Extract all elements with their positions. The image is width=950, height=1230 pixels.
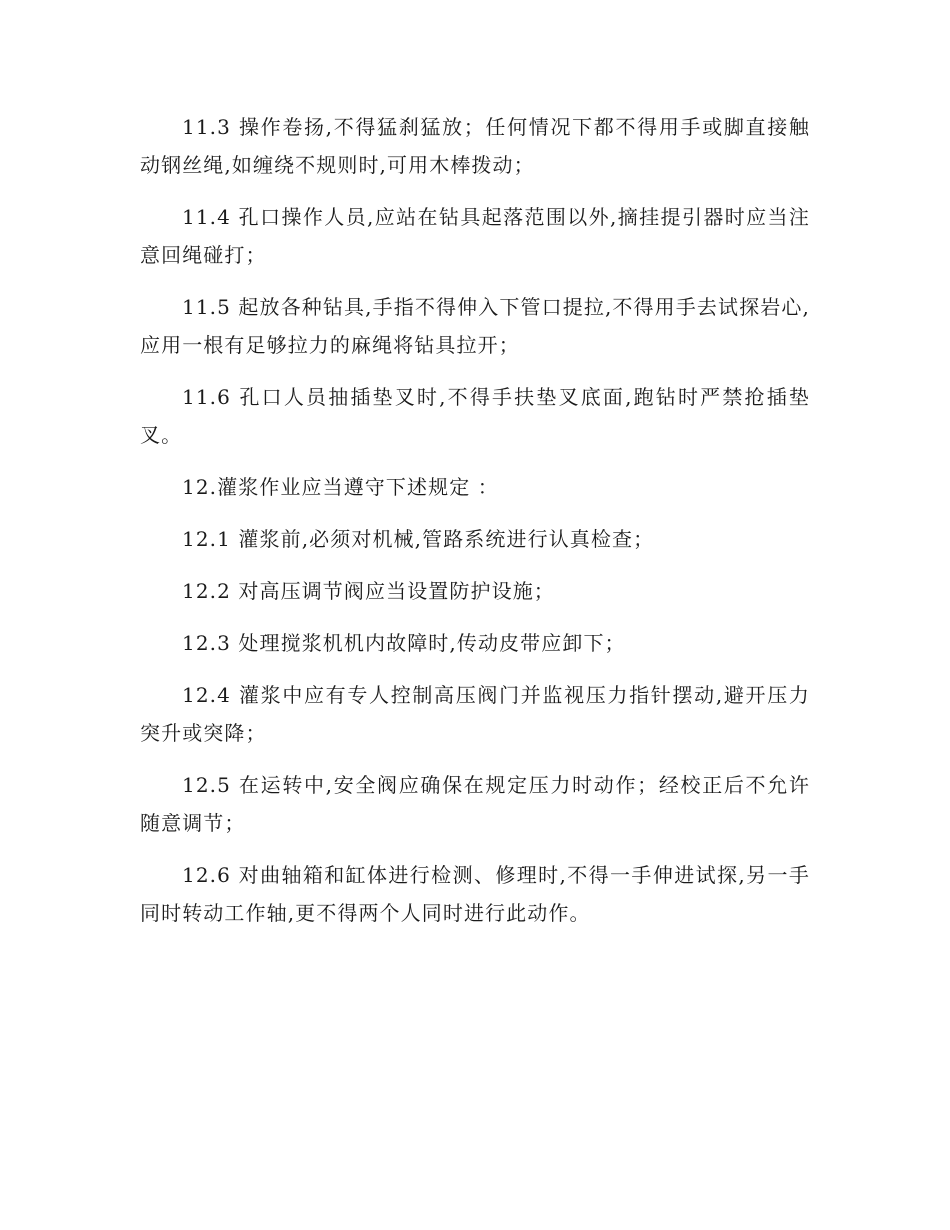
paragraph-11-4: 11.4 孔口操作人员,应站在钻具起落范围以外,摘挂提引器时应当注意回绳碰打； — [140, 205, 810, 267]
paragraph-11-3: 11.3 操作卷扬,不得猛刹猛放；任何情况下都不得用手或脚直接触动钢丝绳,如缠绕不规则时,可用木棒拨动； — [140, 115, 810, 177]
paragraph-12-4: 12.4 灌浆中应有专人控制高压阀门并监视压力指针摆动,避开压力突升或突降； — [140, 683, 810, 745]
paragraph-11-5: 11.5 起放各种钻具,手指不得伸入下管口提拉,不得用手去试探岩心,应用一根有足够拉力的麻绳将钻具拉开； — [140, 295, 810, 357]
paragraph-12-2: 12.2 对高压调节阀应当设置防护设施； — [182, 579, 555, 603]
paragraph-12-5: 12.5 在运转中,安全阀应确保在规定压力时动作；经校正后不允许随意调节； — [140, 773, 810, 835]
paragraph-12-1: 12.1 灌浆前,必须对机械,管路系统进行认真检查； — [182, 527, 655, 551]
document-body — [140, 108, 810, 946]
paragraph-11-6: 11.6 孔口人员抽插垫叉时,不得手扶垫叉底面,跑钻时严禁抢插垫叉。 — [140, 385, 810, 447]
paragraph-12-6: 12.6 对曲轴箱和缸体进行检测、修理时,不得一手伸进试探,另一手同时转动工作轴,更不得两个人同时进行此动作。 — [140, 863, 810, 925]
section-heading-12: 12.灌浆作业应当遵守下述规定 ： — [182, 475, 499, 499]
paragraph-12-3: 12.3 处理搅浆机机内故障时,传动皮带应卸下； — [182, 631, 626, 655]
